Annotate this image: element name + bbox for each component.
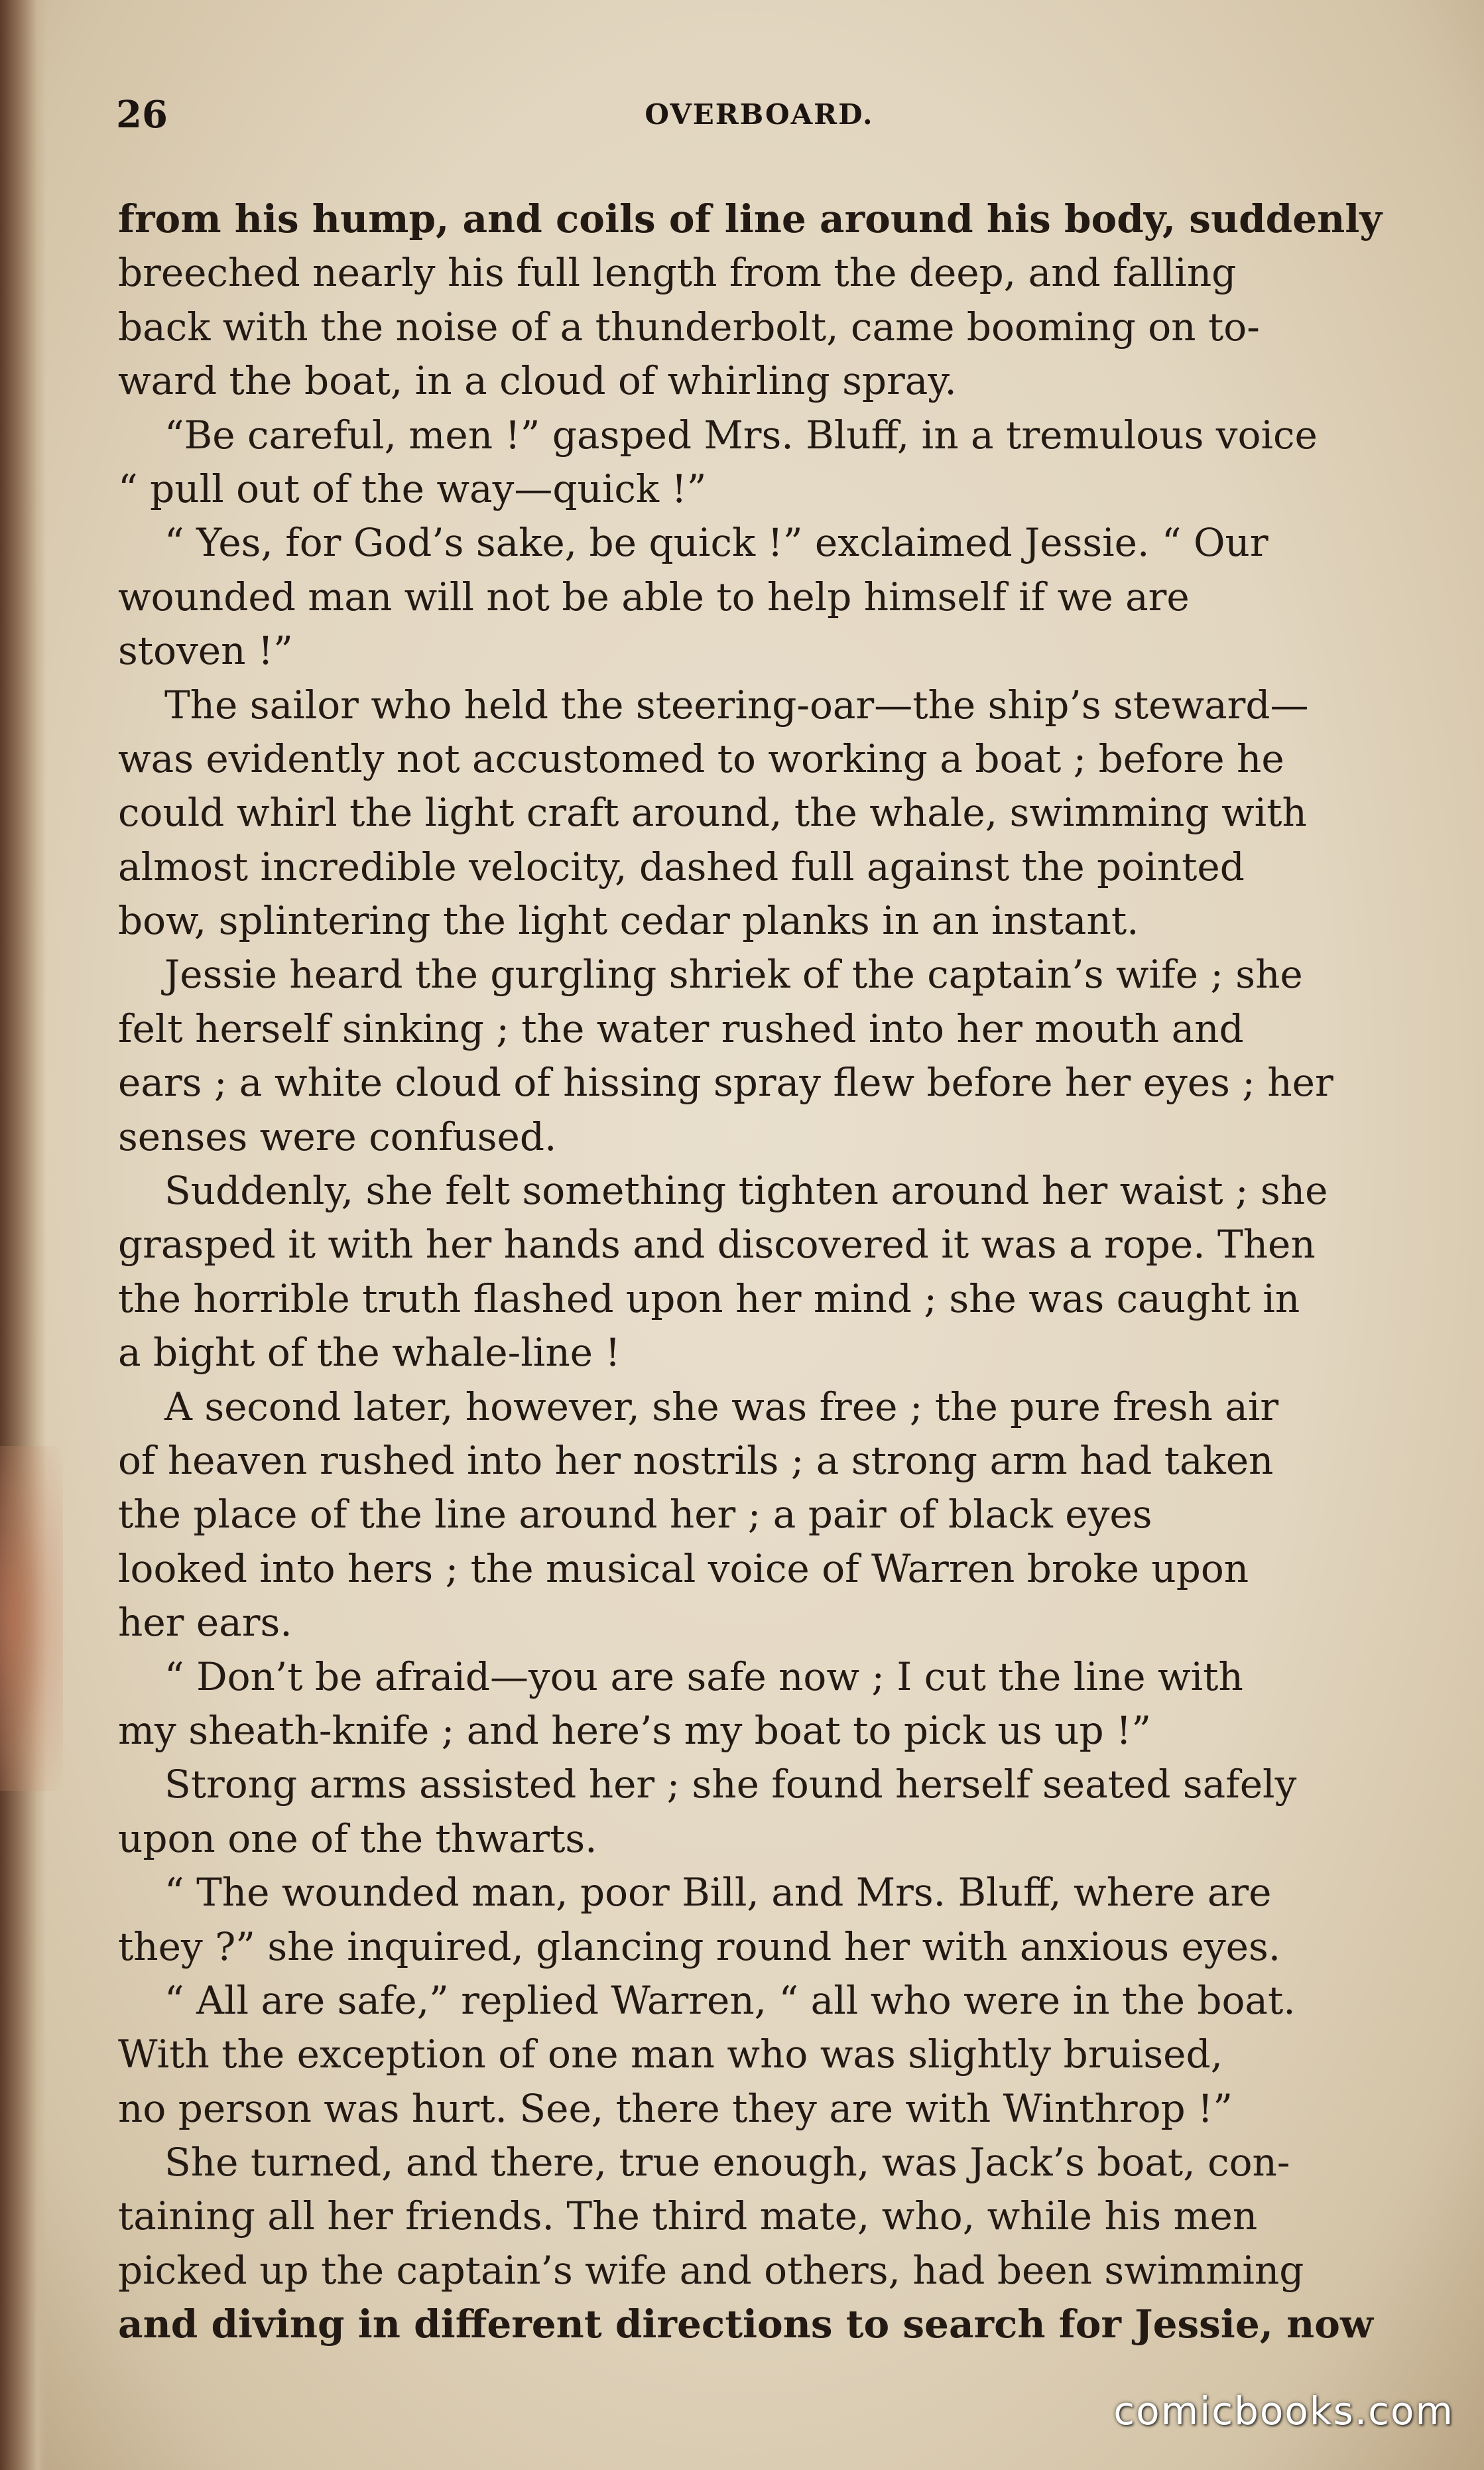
text-line: almost incredible velocity, dashed full against the pointed <box>118 844 1245 889</box>
text-line: “ pull out of the way—quick !” <box>118 466 707 511</box>
text-line: upon one of the thwarts. <box>118 1815 597 1861</box>
text-line: grasped it with her hands and discovered it was a rope. Then <box>118 1222 1316 1268</box>
text-line: from his hump, and coils of line around his body, suddenly <box>118 196 1383 241</box>
text-line: breeched nearly his full length from the deep, and falling <box>118 250 1237 296</box>
text-line: The sailor who held the steering-oar—the ship’s steward— <box>164 682 1309 728</box>
text-line: was evidently not accustomed to working a boat ; before he <box>118 736 1284 781</box>
text-line: felt herself sinking ; the water rushed into her mouth and <box>118 1006 1244 1051</box>
running-title: OVERBOARD. <box>645 98 874 131</box>
text-line: “ Yes, for God’s sake, be quick !” exclaimed Jessie. “ Our <box>164 520 1268 566</box>
text-line: With the exception of one man who was slightly bruised, <box>118 2032 1223 2077</box>
text-line: Jessie heard the gurgling shriek of the captain’s wife ; she <box>164 952 1303 998</box>
text-line: of heaven rushed into her nostrils ; a strong arm had taken <box>118 1437 1274 1483</box>
text-line: senses were confused. <box>118 1114 557 1159</box>
text-line: “ All are safe,” replied Warren, “ all who were in the boat. <box>164 1977 1296 2023</box>
page-number: 26 <box>116 93 168 137</box>
text-line: the horrible truth flashed upon her mind ; she was caught in <box>118 1275 1300 1321</box>
text-line: ears ; a white cloud of hissing spray flew before her eyes ; her <box>118 1060 1333 1106</box>
text-line: Strong arms assisted her ; she found herself seated safely <box>164 1762 1297 1807</box>
text-line: “Be careful, men !” gasped Mrs. Bluff, in a tremulous voice <box>164 412 1318 458</box>
text-line: Suddenly, she felt something tighten around her waist ; she <box>164 1168 1328 1214</box>
text-line: taining all her friends. The third mate, who, while his men <box>118 2193 1258 2239</box>
text-line: stoven !” <box>118 628 293 674</box>
text-line: back with the noise of a thunderbolt, came booming on to- <box>118 304 1260 350</box>
text-line: bow, splintering the light cedar planks in an instant. <box>118 898 1139 944</box>
text-line: and diving in different directions to search for Jessie, now <box>118 2302 1373 2347</box>
text-line: “ The wounded man, poor Bill, and Mrs. Bluff, where are <box>164 1870 1272 1916</box>
text-line: looked into hers ; the musical voice of Warren broke upon <box>118 1545 1249 1591</box>
text-line: the place of the line around her ; a pair of black eyes <box>118 1492 1152 1537</box>
text-line: picked up the captain’s wife and others, had been swimming <box>118 2247 1304 2293</box>
body-text <box>118 192 1404 2352</box>
text-line: no person was hurt. See, there they are with Winthrop !” <box>118 2085 1233 2131</box>
watermark: comicbooks.com <box>1113 2388 1454 2434</box>
page-stain <box>0 1446 63 1791</box>
text-line: a bight of the whale-line ! <box>118 1330 621 1376</box>
text-line: wounded man will not be able to help himself if we are <box>118 574 1190 619</box>
text-line: could whirl the light craft around, the whale, swimming with <box>118 790 1307 836</box>
page-header <box>116 93 1402 146</box>
text-line: my sheath-knife ; and here’s my boat to pick us up !” <box>118 1707 1152 1753</box>
text-line: they ?” she inquired, glancing round her with anxious eyes. <box>118 1923 1281 1969</box>
text-line: She turned, and there, true enough, was Jack’s boat, con- <box>164 2140 1290 2185</box>
text-line: “ Don’t be afraid—you are safe now ; I cut the line with <box>164 1654 1243 1699</box>
page-gutter-shadow <box>0 0 46 2470</box>
text-line: A second later, however, she was free ; the pure fresh air <box>164 1384 1279 1429</box>
text-line: her ears. <box>118 1600 292 1646</box>
text-line: ward the boat, in a cloud of whirling spray. <box>118 358 957 404</box>
